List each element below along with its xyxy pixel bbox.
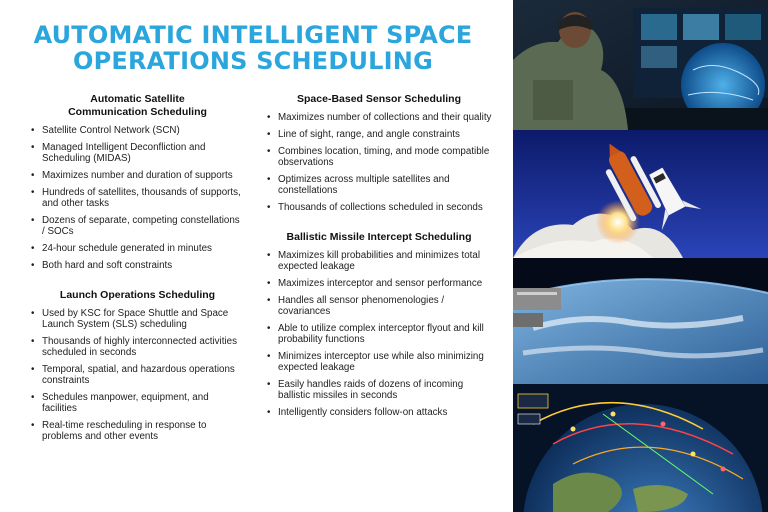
- list-item: • Dozens of separate, competing constellations / SOCs: [30, 215, 245, 237]
- missile-defense-map-photo: [513, 384, 768, 512]
- list-item: • Minimizes interceptor use while also minimizing expected leakage: [266, 351, 492, 373]
- space-shuttle-launch-photo: [513, 130, 768, 258]
- list-item: • Schedules manpower, equipment, and facilities: [30, 392, 245, 414]
- satcom-section-title: [30, 93, 245, 119]
- launch-section-title: Launch Operations Scheduling: [59, 289, 216, 301]
- list-item: • Thousands of highly interconnected activities scheduled in seconds: [30, 336, 245, 358]
- satcom-title-line-1: Automatic Satellite: [90, 93, 185, 105]
- left-column: [30, 93, 245, 448]
- launch-list: [30, 308, 245, 442]
- list-item: • Temporal, spatial, and hazardous operations constraints: [30, 364, 245, 386]
- list-item: • Able to utilize complex interceptor flyout and kill probability functions: [266, 323, 492, 345]
- list-item: • Easily handles raids of dozens of incoming ballistic missiles in seconds: [266, 379, 492, 401]
- list-item: • Thousands of collections scheduled in seconds: [266, 202, 492, 213]
- operator-console-photo: [513, 0, 768, 130]
- list-item: • Line of sight, range, and angle constraints: [266, 129, 492, 140]
- list-item: • Used by KSC for Space Shuttle and Space Launch System (SLS) scheduling: [30, 308, 245, 330]
- satcom-list: [30, 125, 245, 271]
- page-title-line-1: AUTOMATIC INTELLIGENT SPACE: [33, 21, 473, 49]
- list-item: • Handles all sensor phenomenologies / covariances: [266, 295, 492, 317]
- list-item: • Maximizes number of collections and their quality: [266, 112, 492, 123]
- list-item: • Maximizes number and duration of supports: [30, 170, 245, 181]
- list-item: • Hundreds of satellites, thousands of supports, and other tasks: [30, 187, 245, 209]
- list-item: • Combines location, timing, and mode compatible observations: [266, 146, 492, 168]
- photo-strip: [513, 0, 768, 512]
- list-item: • 24-hour schedule generated in minutes: [30, 243, 245, 254]
- satcom-title-line-2: Communication Scheduling: [68, 106, 207, 118]
- page-title: [0, 22, 506, 74]
- page-title-line-2: OPERATIONS SCHEDULING: [72, 47, 433, 75]
- missile-list: [266, 250, 492, 418]
- list-item: • Both hard and soft constraints: [30, 260, 245, 271]
- list-item: • Optimizes across multiple satellites and constellations: [266, 174, 492, 196]
- satcom-section: [30, 93, 245, 271]
- launch-section: [30, 289, 245, 442]
- list-item: • Satellite Control Network (SCN): [30, 125, 245, 136]
- list-item: • Maximizes interceptor and sensor performance: [266, 278, 492, 289]
- list-item: • Maximizes kill probabilities and minimizes total expected leakage: [266, 250, 492, 272]
- list-item: • Managed Intelligent Deconfliction and Scheduling (MIDAS): [30, 142, 245, 164]
- earth-from-orbit-photo: [513, 258, 768, 384]
- list-item: • Intelligently considers follow-on attacks: [266, 407, 492, 418]
- missile-section: [266, 231, 492, 418]
- sensor-list: [266, 112, 492, 213]
- sensor-section: [266, 93, 492, 213]
- sensor-section-title: Space-Based Sensor Scheduling: [297, 93, 461, 105]
- missile-section-title: Ballistic Missile Intercept Scheduling: [286, 231, 472, 243]
- right-column: [266, 93, 492, 424]
- list-item: • Real-time rescheduling in response to problems and other events: [30, 420, 245, 442]
